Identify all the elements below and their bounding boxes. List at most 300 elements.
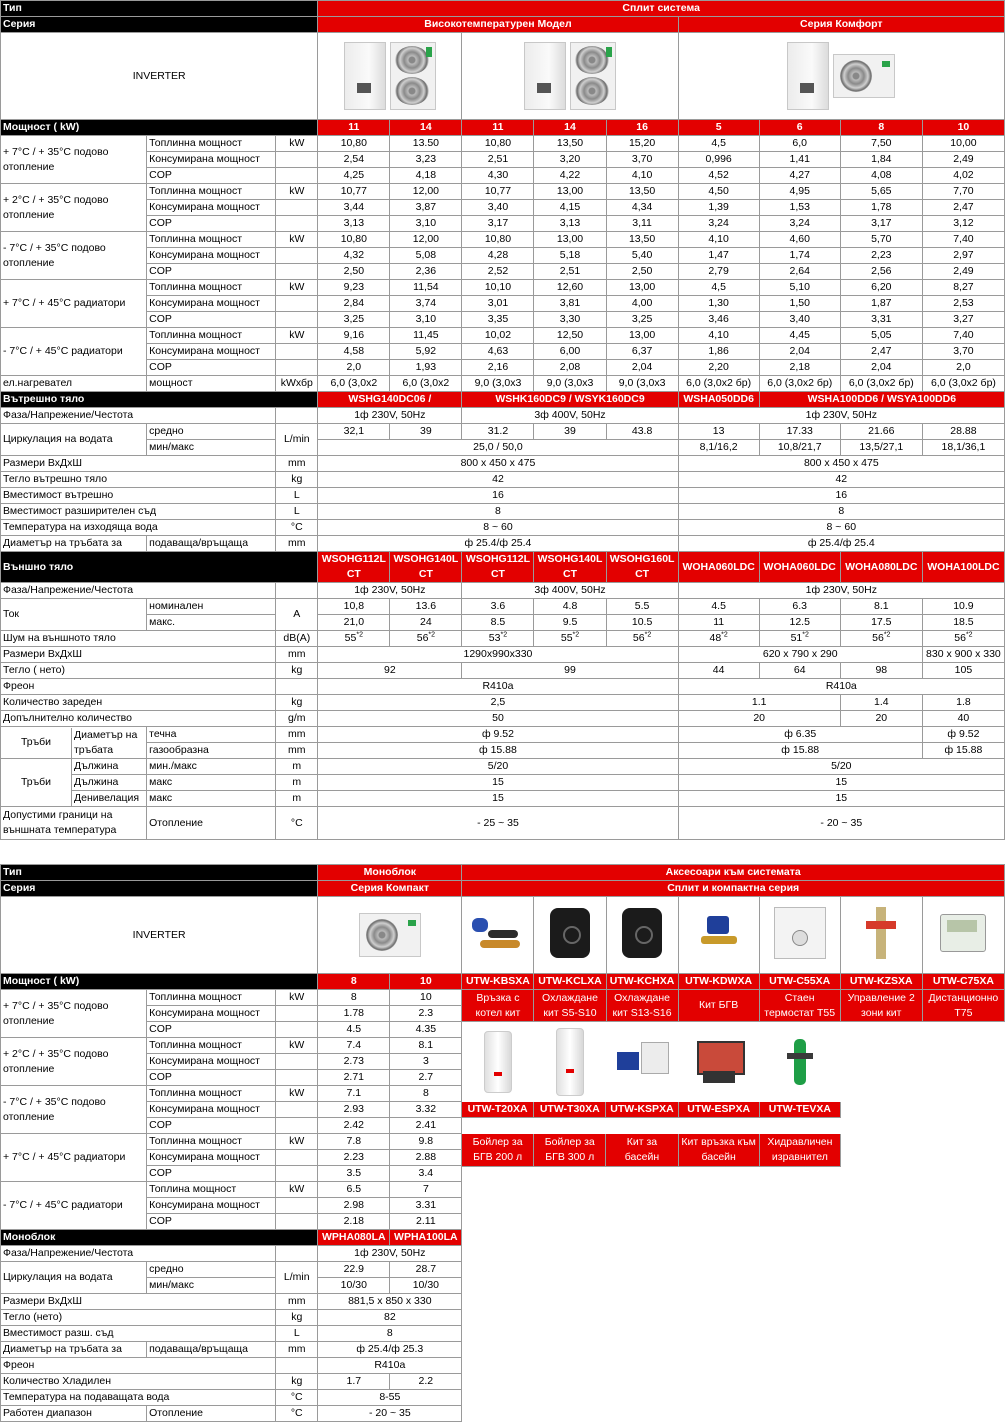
row-unit: °C (276, 1390, 318, 1406)
indoor-unit-image (787, 42, 829, 110)
outdoor-model: WSOHG140L CT (390, 552, 462, 583)
cell: ф 25.4/ф 25.3 (318, 1342, 462, 1358)
indoor-unit-label: Вътрешно тяло (1, 392, 318, 408)
comfort-series-header: Серия Комфорт (678, 17, 1004, 33)
cell: - 20 ~ 35 (678, 807, 1004, 840)
param-unit (276, 1214, 318, 1230)
room-thermostat-image (774, 907, 826, 959)
value-cell: 1,30 (678, 296, 759, 312)
cell: 92 (318, 663, 462, 679)
value-cell: 2.71 (318, 1070, 390, 1086)
row-unit: dB(A) (276, 631, 318, 647)
param-unit: kW (276, 136, 318, 152)
cell: 881,5 x 850 x 330 (318, 1294, 462, 1310)
value-cell: 6,00 (534, 344, 606, 360)
cell: 105 (922, 663, 1004, 679)
value-cell: 1,87 (840, 296, 922, 312)
row-unit: mm (276, 1294, 318, 1310)
capacity-value: 11 (462, 120, 534, 136)
value-cell: 4,10 (678, 232, 759, 248)
spec-row (1, 1310, 1005, 1326)
row-unit: m (276, 775, 318, 791)
value-cell: 4,32 (318, 248, 390, 264)
value-cell: 13,50 (606, 184, 678, 200)
cell: 11 (678, 615, 759, 631)
cell: 8 ~ 60 (318, 520, 678, 536)
cell: 18.5 (922, 615, 1004, 631)
pool-kit-image (617, 1042, 667, 1082)
heater-value: 6,0 (3,0х2 (390, 376, 462, 392)
value-cell: 4,52 (678, 168, 759, 184)
value-cell: 5,10 (759, 280, 840, 296)
spec-row (1, 1358, 1005, 1374)
value-cell: 4,58 (318, 344, 390, 360)
value-cell: 3,31 (840, 312, 922, 328)
noise-cell: 56$^{*2}$ (390, 631, 462, 647)
pipes-group (1, 727, 147, 759)
boiler-200-image (484, 1031, 512, 1093)
row-unit: mm (276, 1342, 318, 1358)
capacity-value: 10 (922, 120, 1004, 136)
param-unit (276, 1070, 318, 1086)
value-cell: 2,56 (840, 264, 922, 280)
row-label: Диаметър на тръбата за (1, 1342, 147, 1358)
value-cell: 1,86 (678, 344, 759, 360)
performance-row (1, 1214, 1005, 1230)
cell: 44 (678, 663, 759, 679)
value-cell: 3,10 (390, 312, 462, 328)
value-cell: 2,0 (922, 360, 1004, 376)
capacity-value: 6 (759, 120, 840, 136)
accessory-name: Бойлер за БГВ 200 л (462, 1134, 534, 1167)
condition-label: - 7°C / + 35°C подово отопление (1, 1086, 147, 1134)
value-cell: 6,37 (606, 344, 678, 360)
value-cell: 10,10 (462, 280, 534, 296)
performance-row (1, 280, 1005, 296)
param-label: Консумирана мощност (147, 296, 276, 312)
value-cell: 8,27 (922, 280, 1004, 296)
condition-label: - 7°C / + 45°C радиатори (1, 1182, 147, 1230)
value-cell: 3,70 (606, 152, 678, 168)
value-cell: 3,20 (534, 152, 606, 168)
row-unit (276, 1358, 318, 1374)
cell: 1.7 (318, 1374, 390, 1390)
row-unit: L/min (276, 1262, 318, 1294)
param-label: Консумирана мощност (147, 344, 276, 360)
cell: 4.5 (678, 599, 759, 615)
value-cell: 2,52 (462, 264, 534, 280)
value-cell: 3,44 (318, 200, 390, 216)
value-cell: 7,70 (922, 184, 1004, 200)
value-cell: 2.18 (318, 1214, 390, 1230)
capacity-label: Мощност ( kW) (1, 120, 318, 136)
row-unit: kg (276, 1374, 318, 1390)
value-cell: 1,47 (678, 248, 759, 264)
cell: 18,1/36,1 (922, 440, 1004, 456)
accessory-name: Охлаждане кит S5-S10 (534, 990, 606, 1022)
param-unit (276, 200, 318, 216)
row-label: Работен диапазон (1, 1406, 147, 1422)
spec-row (1, 1342, 1005, 1358)
value-cell: 2,51 (462, 152, 534, 168)
param-label: COP (147, 1118, 276, 1134)
value-cell: 3,46 (678, 312, 759, 328)
cell: 13.6 (390, 599, 462, 615)
cell: 2.2 (390, 1374, 462, 1390)
high-temp-unit-image-2 (462, 33, 678, 120)
row-unit: g/m (276, 711, 318, 727)
cell: 13 (678, 424, 759, 440)
performance-rows (1, 136, 1005, 376)
value-cell: 3,27 (922, 312, 1004, 328)
value-cell: 0,996 (678, 152, 759, 168)
cell: 12.5 (759, 615, 840, 631)
value-cell: 2.42 (318, 1118, 390, 1134)
spacer (462, 1358, 1005, 1374)
cell: 620 x 790 x 290 (678, 647, 922, 663)
row-sublabel: мин./макс (147, 759, 276, 775)
cell: 82 (318, 1310, 462, 1326)
row-sublabel: течна (147, 727, 276, 743)
value-cell: 2,04 (606, 360, 678, 376)
value-cell: 8.1 (390, 1038, 462, 1054)
row-unit: mm (276, 727, 318, 743)
value-cell: 12,00 (390, 232, 462, 248)
noise-cell: 56$^{*2}$ (840, 631, 922, 647)
performance-row (1, 1198, 1005, 1214)
value-cell: 2,97 (922, 248, 1004, 264)
value-cell: 7 (390, 1182, 462, 1198)
heater-value: 6,0 (3,0х2 (318, 376, 390, 392)
inverter-label: INVERTER (1, 897, 318, 974)
accessory-image (678, 897, 759, 974)
row-label: Шум на външното тяло (1, 631, 276, 647)
cell: 8 (318, 504, 678, 520)
value-cell: 8 (390, 1086, 462, 1102)
spec-row (1, 504, 1005, 520)
row-label: Количество Хладилен (1, 1374, 276, 1390)
value-cell: 10,02 (462, 328, 534, 344)
row-unit: °C (276, 1406, 318, 1422)
row-label: Фреон (1, 1358, 276, 1374)
accessory-name: Стаен термостат T55 (759, 990, 840, 1022)
value-cell: 4,28 (462, 248, 534, 264)
capacity-value: 14 (390, 120, 462, 136)
param-label: COP (147, 1214, 276, 1230)
param-unit (276, 152, 318, 168)
accessory-code: UTW-C55XA (759, 974, 840, 990)
accessory-image (678, 1028, 759, 1102)
value-cell: 4,63 (462, 344, 534, 360)
cell: 50 (318, 711, 678, 727)
indoor-model: WSHA050DD6 (678, 392, 759, 408)
accessory-code: UTW-T30XA (534, 1102, 606, 1118)
param-label: Топлинна мощност (147, 136, 276, 152)
cell: 830 x 900 x 330 (922, 647, 1004, 663)
cell: 21,0 (318, 615, 390, 631)
value-cell: 10,77 (462, 184, 534, 200)
value-cell: 4,10 (606, 168, 678, 184)
value-cell: 3,87 (390, 200, 462, 216)
cell: ф 6.35 (678, 727, 922, 743)
value-cell: 2.88 (390, 1150, 462, 1166)
value-cell: 2,08 (534, 360, 606, 376)
cell: - 20 ~ 35 (318, 1406, 462, 1422)
value-cell: 12,50 (534, 328, 606, 344)
value-cell: 2,47 (840, 344, 922, 360)
row-unit: mm (276, 743, 318, 759)
noise-cell: 53$^{*2}$ (462, 631, 534, 647)
outdoor-unit-image (390, 42, 436, 110)
spacer (462, 1182, 1005, 1198)
value-cell: 3,13 (534, 216, 606, 232)
accessory-image (534, 897, 606, 974)
row-label: Фаза/Напрежение/Честота (1, 408, 276, 424)
value-cell: 1,74 (759, 248, 840, 264)
value-cell: 3,70 (922, 344, 1004, 360)
row-label: Циркулация на водата (1, 424, 147, 456)
param-label: COP (147, 1166, 276, 1182)
value-cell: 2.93 (318, 1102, 390, 1118)
cell: 31.2 (462, 424, 534, 440)
row-unit: L (276, 1326, 318, 1342)
value-cell: 9,16 (318, 328, 390, 344)
cell: 10,8/21,7 (759, 440, 840, 456)
row-sublabel: мин/макс (147, 1278, 276, 1294)
condition-label: + 7°C / + 45°C радиатори (1, 280, 147, 328)
value-cell: 2,23 (840, 248, 922, 264)
param-label: Консумирана мощност (147, 200, 276, 216)
monoblock-rows (1, 1294, 1005, 1422)
param-label: Консумирана мощност (147, 248, 276, 264)
value-cell: 4,22 (534, 168, 606, 184)
accessory-name: Хидравличен изравнител (759, 1134, 840, 1167)
series-label: Серия (1, 17, 318, 33)
value-cell: 3,24 (759, 216, 840, 232)
value-cell: 2.73 (318, 1054, 390, 1070)
capacity-value: 8 (318, 974, 390, 990)
cell: 42 (678, 472, 1004, 488)
accessory-code: UTW-KDWXA (678, 974, 759, 990)
row-unit: °C (276, 807, 318, 840)
value-cell: 7.1 (318, 1086, 390, 1102)
row-label: Диаметър на тръбата за (1, 536, 147, 552)
accessories-header: Аксесоари към системата (462, 865, 1005, 881)
split-compact-series-header: Сплит и компактна серия (462, 881, 1005, 897)
value-cell: 3,25 (318, 312, 390, 328)
row-unit: m (276, 759, 318, 775)
high-temp-series-header: Високотемпературен Модел (318, 17, 678, 33)
performance-row (1, 152, 1005, 168)
value-cell: 1,50 (759, 296, 840, 312)
row-label: Тегло (нето) (1, 1310, 276, 1326)
accessory-image (462, 1028, 534, 1102)
value-cell: 15,20 (606, 136, 678, 152)
performance-row (1, 248, 1005, 264)
spec-row (1, 488, 1005, 504)
monoblock-unit-image (359, 913, 421, 957)
performance-row (1, 216, 1005, 232)
cell: 8-55 (318, 1390, 462, 1406)
accessory-image (922, 897, 1004, 974)
heater-param: мощност (147, 376, 276, 392)
cell: R410a (318, 1358, 462, 1374)
accessories-second-row (461, 1027, 841, 1167)
cell: 1ф 230V, 50Hz (318, 1246, 462, 1262)
cell: 42 (318, 472, 678, 488)
cell: 1ф 230V, 50Hz (678, 583, 1004, 599)
row-sublabel: Отопление (147, 1406, 276, 1422)
value-cell: 3,12 (922, 216, 1004, 232)
row-sublabel: подаваща/връщаща (147, 1342, 276, 1358)
pipes-label: Тръби (20, 736, 52, 748)
valve-kit-image (701, 916, 737, 950)
cell: 6.3 (759, 599, 840, 615)
row-label: Ток (1, 599, 147, 631)
accessory-name: Кит за басейн (606, 1134, 678, 1167)
condition-label: + 7°C / + 35°C подово отопление (1, 990, 147, 1038)
param-unit (276, 1054, 318, 1070)
cell: 32,1 (318, 424, 390, 440)
cell: ф 9.52 (922, 727, 1004, 743)
value-cell: 5,65 (840, 184, 922, 200)
value-cell: 5,70 (840, 232, 922, 248)
noise-cell: 56$^{*2}$ (606, 631, 678, 647)
row-sublabel: Отопление (147, 807, 276, 840)
monoblock-model: WPHA100LA (390, 1230, 462, 1246)
cell: 10/30 (390, 1278, 462, 1294)
param-unit: kW (276, 184, 318, 200)
cell: ф 15.88 (318, 743, 678, 759)
cell: 10.9 (922, 599, 1004, 615)
spacer (462, 1390, 1005, 1406)
pool-connection-kit-image (695, 1039, 743, 1085)
heater-value: 6,0 (3,0х2 бр) (840, 376, 922, 392)
performance-row (1, 232, 1005, 248)
spec-row (1, 472, 1005, 488)
indoor-unit-image (344, 42, 386, 110)
heater-label: ел.нагревател (1, 376, 147, 392)
indoor-model: WSHA100DD6 / WSYA100DD6 (759, 392, 1004, 408)
param-unit (276, 264, 318, 280)
value-cell: 2,50 (318, 264, 390, 280)
param-unit: kW (276, 232, 318, 248)
value-cell: 3,17 (462, 216, 534, 232)
row-label: Размери ВхДхШ (1, 647, 276, 663)
value-cell: 7,40 (922, 232, 1004, 248)
pipe-diameter-label: Диаметър на тръбата (72, 728, 147, 758)
spec-row (1, 1406, 1005, 1422)
row-label: Размери ВхДхШ (1, 456, 276, 472)
value-cell: 2,64 (759, 264, 840, 280)
param-label: Топлинна мощност (147, 1086, 276, 1102)
cell: 99 (462, 663, 678, 679)
cell: 1290x990x330 (318, 647, 678, 663)
param-unit: kW (276, 280, 318, 296)
cell: 9.5 (534, 615, 606, 631)
value-cell: 7.8 (318, 1134, 390, 1150)
monoblock-label: Моноблок (1, 1230, 318, 1246)
param-unit (276, 1006, 318, 1022)
param-unit (276, 1102, 318, 1118)
accessory-name: Охлаждане кит S13-S16 (606, 990, 678, 1022)
row-unit: kg (276, 663, 318, 679)
noise-cell: 55$^{*2}$ (534, 631, 606, 647)
value-cell: 3,10 (390, 216, 462, 232)
param-unit (276, 1022, 318, 1038)
spacer (462, 1374, 1005, 1390)
accessory-code: UTW-KZSXA (840, 974, 922, 990)
value-cell: 3.31 (390, 1198, 462, 1214)
value-cell: 1,53 (759, 200, 840, 216)
param-unit (276, 1198, 318, 1214)
value-cell: 4,95 (759, 184, 840, 200)
cell: 43.8 (606, 424, 678, 440)
outdoor-unit-image (570, 42, 616, 110)
noise-cell: 55$^{*2}$ (318, 631, 390, 647)
param-unit (276, 344, 318, 360)
value-cell: 3,11 (606, 216, 678, 232)
performance-row (1, 136, 1005, 152)
accessory-name: Управление 2 зони кит (840, 990, 922, 1022)
indoor-rows (1, 456, 1005, 536)
indoor-model: WSHK160DC9 / WSYK160DC9 (462, 392, 678, 408)
spacer (462, 1406, 1005, 1422)
value-cell: 4.35 (390, 1022, 462, 1038)
row-sublabel: средно (147, 1262, 276, 1278)
row-unit: L (276, 504, 318, 520)
value-cell: 4,5 (678, 280, 759, 296)
value-cell: 2,20 (678, 360, 759, 376)
value-cell: 10,00 (922, 136, 1004, 152)
value-cell: 10,80 (318, 136, 390, 152)
param-label: Консумирана мощност (147, 1102, 276, 1118)
value-cell: 3,23 (390, 152, 462, 168)
value-cell: 13,00 (534, 232, 606, 248)
value-cell: 4,25 (318, 168, 390, 184)
value-cell: 3.4 (390, 1166, 462, 1182)
param-unit (276, 1118, 318, 1134)
accessory-image (759, 1028, 840, 1102)
cell: 39 (390, 424, 462, 440)
value-cell: 2,47 (922, 200, 1004, 216)
row-unit: L/min (276, 424, 318, 456)
value-cell: 13,00 (606, 280, 678, 296)
row-sublabel: номинален (147, 599, 276, 615)
outdoor-unit-image (833, 54, 895, 98)
noise-cell: 51$^{*2}$ (759, 631, 840, 647)
row-sublabel: макс (147, 791, 276, 807)
value-cell: 1.78 (318, 1006, 390, 1022)
cell: R410a (318, 679, 678, 695)
pipes-kit-image (470, 910, 526, 956)
performance-row (1, 200, 1005, 216)
accessory-name: Бойлер за БГВ 300 л (534, 1134, 606, 1167)
value-cell: 2,50 (606, 264, 678, 280)
value-cell: 1,93 (390, 360, 462, 376)
comfort-unit-image (678, 33, 1004, 120)
param-label: Топлина мощност (147, 1182, 276, 1198)
heater-value: 6,0 (3,0х2 бр) (922, 376, 1004, 392)
cell: 3ф 400V, 50Hz (462, 583, 678, 599)
accessory-code: UTW-KCLXA (534, 974, 606, 990)
param-label: Топлинна мощност (147, 1134, 276, 1150)
row-sublabel: подаваща/връщаща (147, 536, 276, 552)
row-sublabel: макс (147, 775, 276, 791)
accessory-image (840, 897, 922, 974)
row-sublabel: средно (147, 424, 276, 440)
cell: 5/20 (678, 759, 1004, 775)
